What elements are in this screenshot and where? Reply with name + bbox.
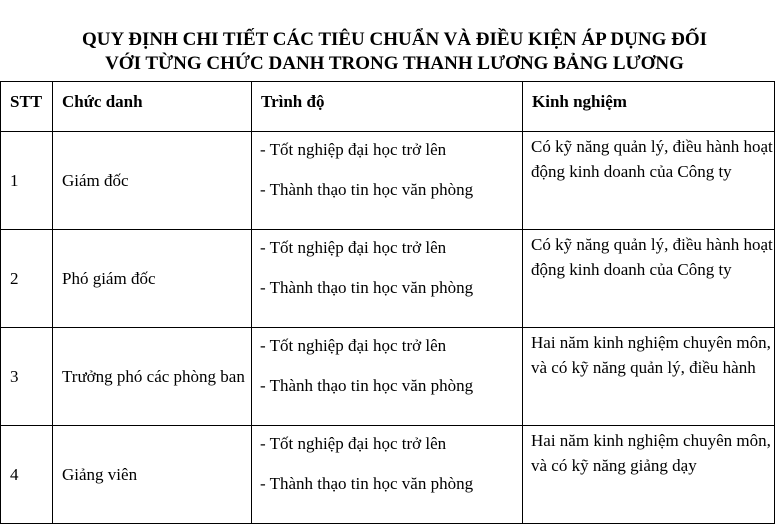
cell-education xyxy=(252,230,523,328)
title-text: Giám đốc xyxy=(62,171,129,190)
title-text: Giảng viên xyxy=(62,465,138,484)
cell-title xyxy=(53,328,252,426)
cell-experience: Có kỹ năng quản lý, điều hành hoạt động kinh doanh của Công ty xyxy=(523,230,775,328)
table-row xyxy=(1,328,775,426)
header-stt: STT xyxy=(1,82,53,132)
requirement-office-skills: - Thành thạo tin học văn phòng xyxy=(260,474,474,493)
table-header-row xyxy=(1,82,775,132)
cell-stt: 1 xyxy=(1,132,53,230)
cell-stt: 4 xyxy=(1,426,53,524)
cell-stt: 2 xyxy=(1,230,53,328)
cell-education xyxy=(252,132,523,230)
header-title: Chức danh xyxy=(53,82,252,132)
cell-stt: 3 xyxy=(1,328,53,426)
cell-title xyxy=(53,230,252,328)
requirement-office-skills: - Thành thạo tin học văn phòng xyxy=(260,180,474,199)
table-row xyxy=(1,426,775,524)
requirement-office-skills: - Thành thạo tin học văn phòng xyxy=(260,278,474,297)
cell-title xyxy=(53,426,252,524)
cell-education xyxy=(252,328,523,426)
document-title xyxy=(0,28,775,76)
header-experience: Kinh nghiệm xyxy=(523,82,775,132)
header-education: Trình độ xyxy=(252,82,523,132)
requirement-degree: - Tốt nghiệp đại học trở lên xyxy=(260,140,447,159)
title-line-2: VỚI TỪNG CHỨC DANH TRONG THANH LƯƠNG BẢNG LƯƠNG xyxy=(105,53,684,74)
table-row xyxy=(1,132,775,230)
position-requirements-table xyxy=(0,81,775,524)
title-text: Phó giám đốc xyxy=(62,269,156,288)
table-row xyxy=(1,230,775,328)
title-text: Trưởng phó các phòng ban xyxy=(62,367,245,386)
cell-experience: Có kỹ năng quản lý, điều hành hoạt động kinh doanh của Công ty xyxy=(523,132,775,230)
cell-experience: Hai năm kinh nghiệm chuyên môn, và có kỹ năng quản lý, điều hành xyxy=(523,328,775,426)
requirement-degree: - Tốt nghiệp đại học trở lên xyxy=(260,434,447,453)
requirement-office-skills: - Thành thạo tin học văn phòng xyxy=(260,376,474,395)
cell-experience: Hai năm kinh nghiệm chuyên môn, và có kỹ năng giảng dạy xyxy=(523,426,775,524)
title-line-1: QUY ĐỊNH CHI TIẾT CÁC TIÊU CHUẨN VÀ ĐIỀU KIỆN ÁP DỤNG ĐỐI xyxy=(82,29,707,50)
requirement-degree: - Tốt nghiệp đại học trở lên xyxy=(260,336,447,355)
cell-title xyxy=(53,132,252,230)
cell-education xyxy=(252,426,523,524)
requirement-degree: - Tốt nghiệp đại học trở lên xyxy=(260,238,447,257)
